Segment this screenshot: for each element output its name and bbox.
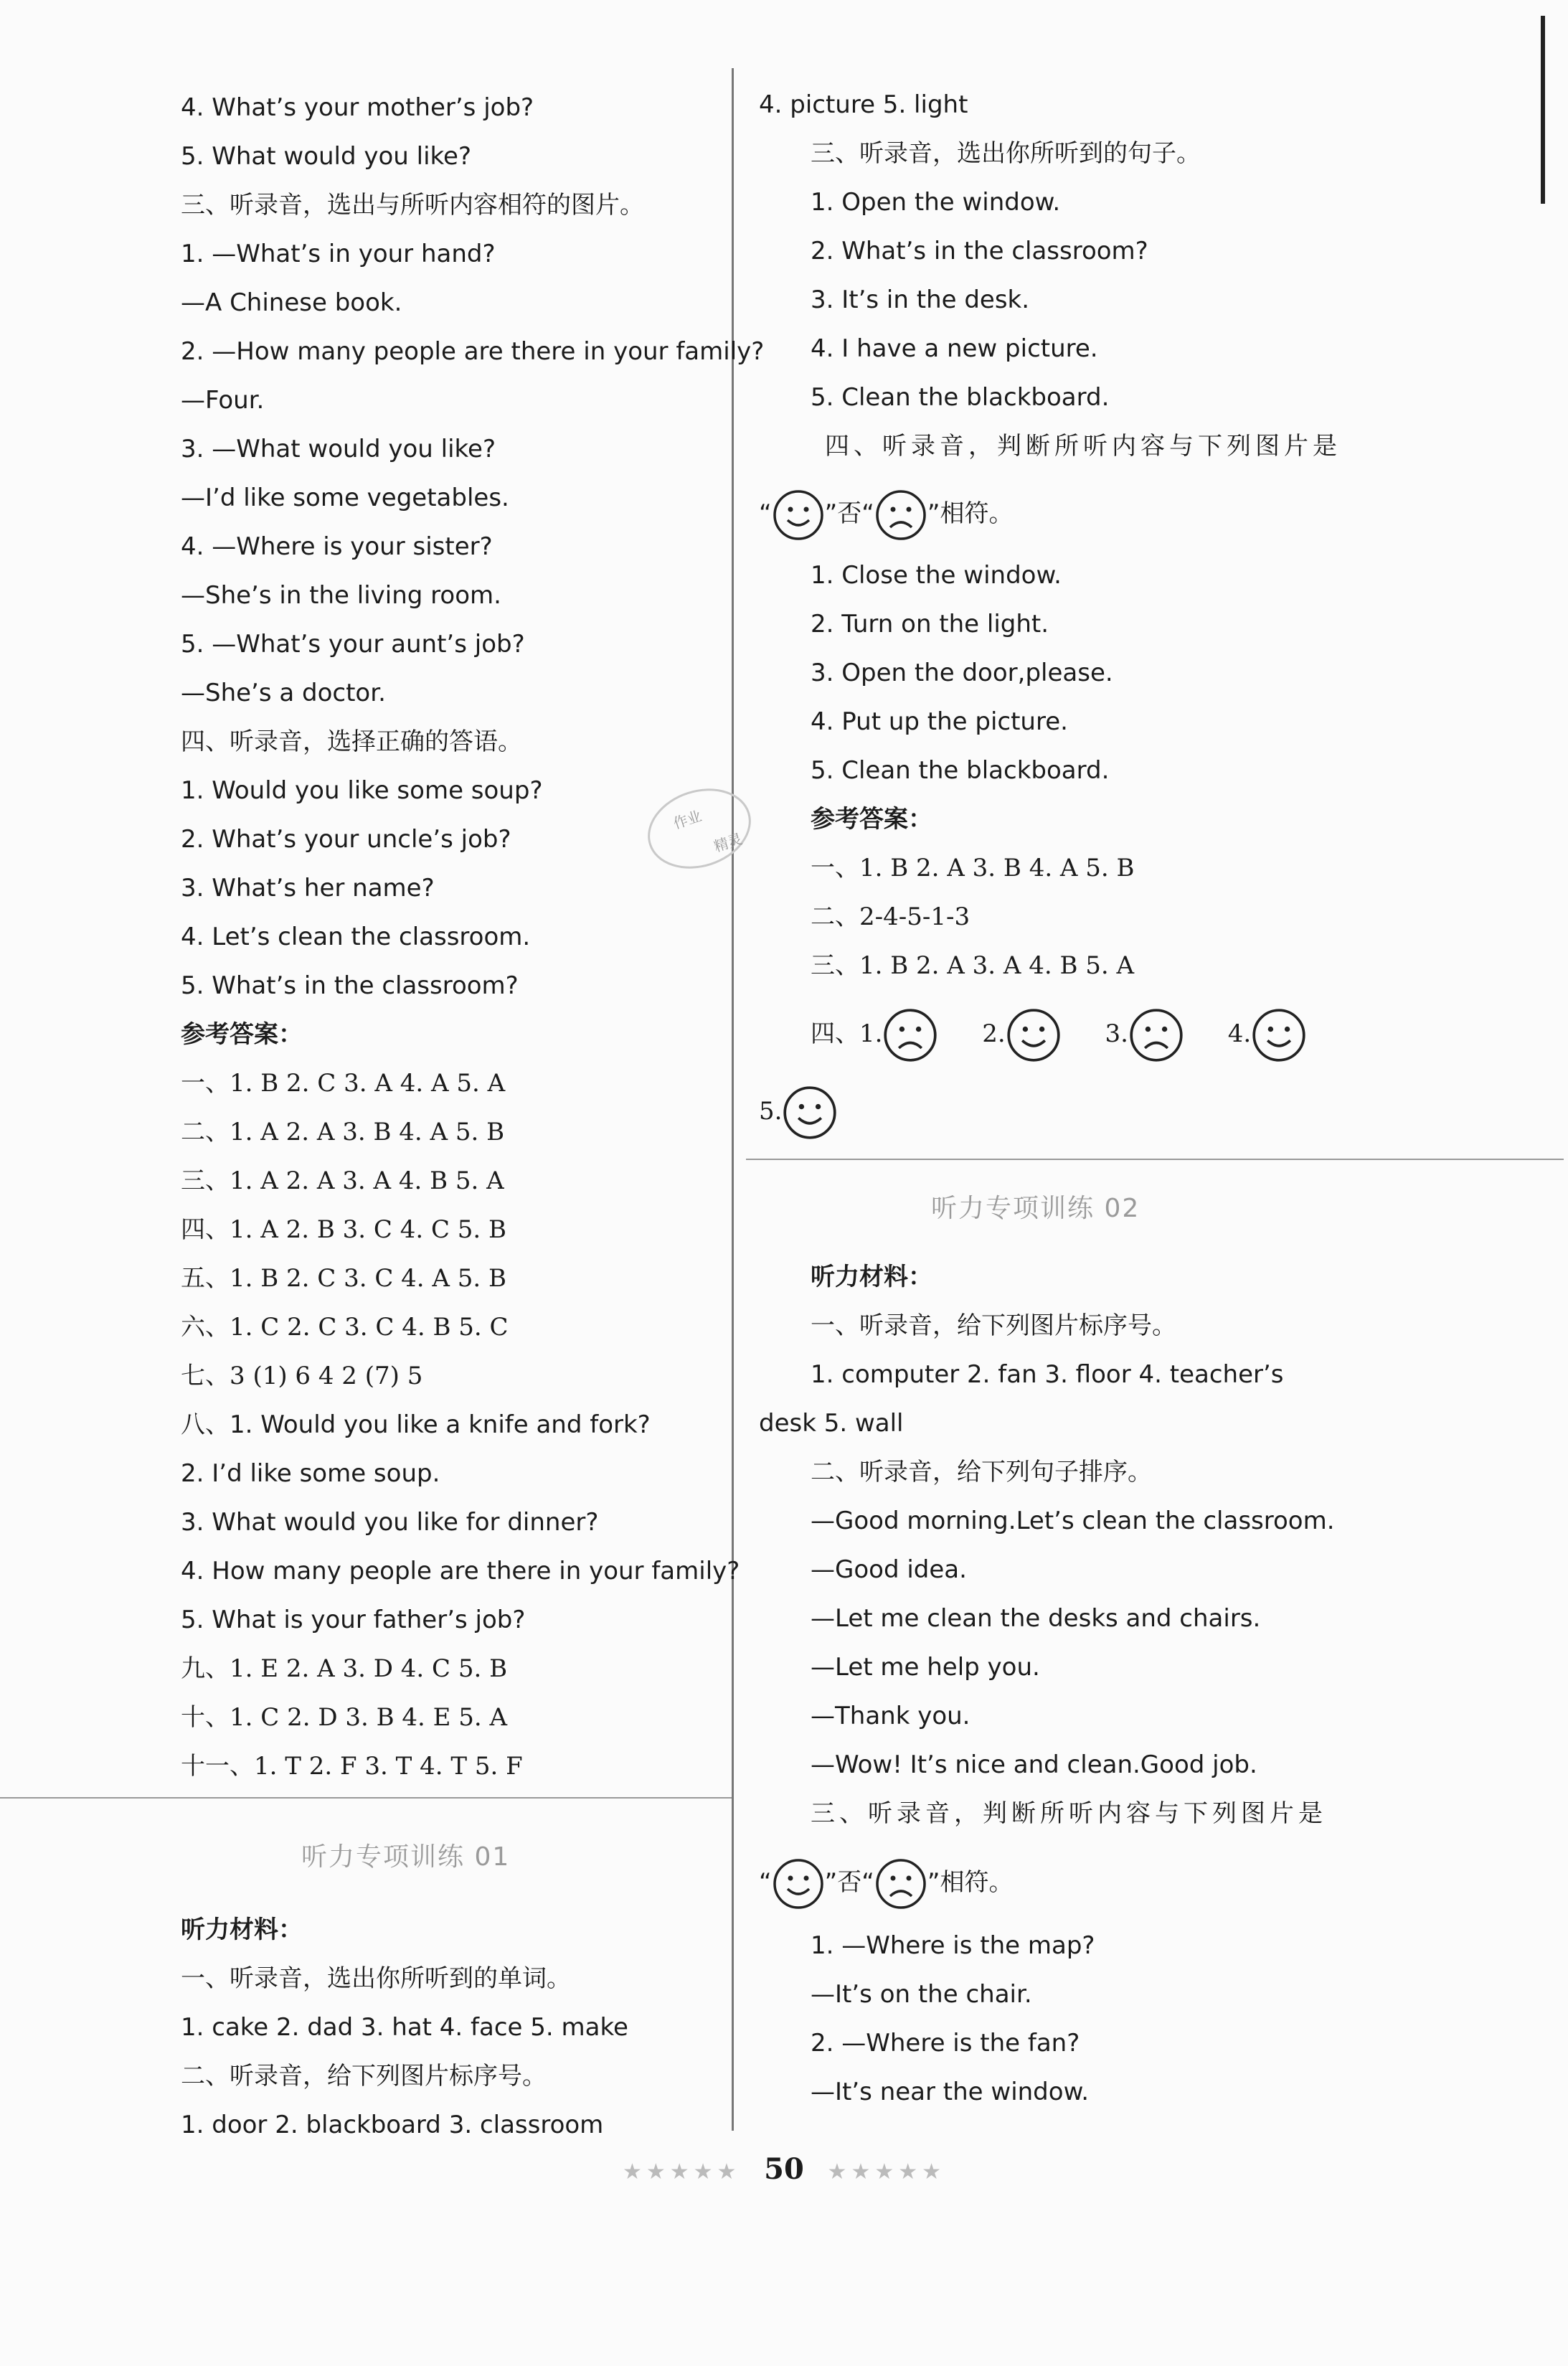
text-line: —Good morning.Let’s clean the classroom. <box>811 1507 1335 1535</box>
material-heading: 听力材料： <box>181 1915 303 1944</box>
text-line: 1. door 2. blackboard 3. classroom <box>181 2111 604 2139</box>
answer-number: 5. <box>759 1097 783 1126</box>
text-line: 5. What is your father’s job? <box>181 1606 526 1634</box>
happy-face-icon <box>1251 1007 1307 1063</box>
text-line: 4. Put up the picture. <box>811 707 1068 736</box>
homework-stamp <box>642 778 757 879</box>
answer-line: 二、1. A 2. A 3. B 4. A 5. B <box>181 1118 505 1146</box>
text-line: 1. —What’s in your hand? <box>181 240 496 268</box>
quote-close: ”相符。 <box>927 1868 1014 1897</box>
stars-left-icon: ★★★★★ <box>622 2159 741 2184</box>
text-line: desk 5. wall <box>759 1409 904 1438</box>
quote-open: “ <box>759 499 772 528</box>
quote-open: “ <box>759 1868 772 1897</box>
answers-heading: 参考答案： <box>811 805 932 834</box>
text-line: 2. I’d like some soup. <box>181 1459 440 1488</box>
text-line: 5. —What’s your aunt’s job? <box>181 630 525 659</box>
answers-heading: 参考答案： <box>181 1020 303 1049</box>
quote-middle: ”否“ <box>824 1868 874 1897</box>
text-line: 3. Open the door,please. <box>811 659 1113 687</box>
answer-number: 3. <box>1105 1019 1128 1048</box>
text-line: 3. What’s her name? <box>181 874 435 902</box>
answer-line: 六、1. C 2. C 3. C 4. B 5. C <box>181 1313 509 1342</box>
right-section-rule <box>746 1159 1564 1160</box>
face-instruction-line <box>759 485 1013 542</box>
left-section-rule <box>0 1797 732 1799</box>
text-line: 4. Let’s clean the classroom. <box>181 923 531 951</box>
sad-face-icon <box>874 489 927 542</box>
section-title-01: 听力专项训练 01 <box>301 1842 511 1872</box>
column-divider <box>732 68 734 2131</box>
answer-line: 一、1. B 2. C 3. A 4. A 5. A <box>181 1069 506 1098</box>
answer-line: 九、1. E 2. A 3. D 4. C 5. B <box>181 1654 508 1683</box>
text-line: —Wow! It’s nice and clean.Good job. <box>811 1750 1257 1779</box>
text-line: 2. —How many people are there in your family? <box>181 337 765 366</box>
answer-line: 二、2-4-5-1-3 <box>811 902 970 931</box>
text-line: 5. Clean the blackboard. <box>811 756 1110 785</box>
quote-close: ”相符。 <box>927 499 1014 528</box>
text-line: 1. Open the window. <box>811 188 1061 217</box>
text-line: —Thank you. <box>811 1702 970 1730</box>
text-line: 四、听录音，选择正确的答语。 <box>181 727 522 756</box>
text-line: —Good idea. <box>811 1555 967 1584</box>
text-line: 4. What’s your mother’s job? <box>181 93 534 122</box>
text-line: —Let me help you. <box>811 1653 1040 1682</box>
page-edge-mark <box>1541 16 1545 204</box>
answer-number: 4. <box>1227 1019 1252 1048</box>
text-line: 5. Clean the blackboard. <box>811 383 1110 412</box>
answer-line: 七、3 (1) 6 4 2 (7) 5 <box>181 1362 423 1390</box>
happy-face-icon <box>772 1857 825 1910</box>
text-line: 1. Close the window. <box>811 561 1062 590</box>
text-line: 二、听录音，给下列句子排序。 <box>811 1458 1152 1486</box>
sad-face-icon <box>882 1007 938 1063</box>
text-line: 三、听录音，判断所听内容与下列图片是 <box>811 1799 1327 1828</box>
answer-prefix: 四、1. <box>811 1019 883 1048</box>
quote-middle: ”否“ <box>824 499 874 528</box>
stamp-text-bottom: 精灵 <box>712 830 745 856</box>
text-line: —It’s on the chair. <box>811 1980 1032 2009</box>
face-answers-line <box>811 1001 1307 1066</box>
answer-line: 五、1. B 2. C 3. C 4. A 5. B <box>181 1264 507 1293</box>
text-line: 一、听录音，选出你所听到的单词。 <box>181 1964 571 1993</box>
text-line: 4. picture 5. light <box>759 90 968 119</box>
text-line: 2. What’s in the classroom? <box>811 237 1148 265</box>
happy-face-icon <box>772 489 825 542</box>
answer-line: 十一、1. T 2. F 3. T 4. T 5. F <box>181 1752 523 1781</box>
happy-face-icon <box>782 1085 838 1141</box>
face-answers-line-2 <box>759 1079 838 1144</box>
text-line: —Let me clean the desks and chairs. <box>811 1604 1261 1633</box>
text-line: 3. —What would you like? <box>181 435 496 463</box>
text-line: 八、1. Would you like a knife and fork? <box>181 1410 651 1439</box>
text-line: 3. What would you like for dinner? <box>181 1508 599 1537</box>
text-line: 2. What’s your uncle’s job? <box>181 825 511 854</box>
text-line: —Four. <box>181 386 265 415</box>
text-line: 4. I have a new picture. <box>811 334 1098 363</box>
happy-face-icon <box>1006 1007 1062 1063</box>
sad-face-icon <box>1128 1007 1184 1063</box>
text-line: 4. How many people are there in your family? <box>181 1557 740 1585</box>
answer-line: 三、1. A 2. A 3. A 4. B 5. A <box>181 1166 504 1195</box>
text-line: 5. What would you like? <box>181 142 471 171</box>
answer-line: 三、1. B 2. A 3. A 4. B 5. A <box>811 951 1135 980</box>
answer-number: 2. <box>982 1019 1006 1048</box>
text-line: 4. —Where is your sister? <box>181 532 493 561</box>
stars-right-icon: ★★★★★ <box>827 2159 946 2184</box>
section-title-02: 听力专项训练 02 <box>931 1194 1140 1223</box>
text-line: 一、听录音，给下列图片标序号。 <box>811 1311 1176 1340</box>
text-line: 3. It’s in the desk. <box>811 286 1030 314</box>
text-line: —She’s a doctor. <box>181 679 386 707</box>
text-line: 5. What’s in the classroom? <box>181 971 519 1000</box>
text-line: 1. Would you like some soup? <box>181 776 543 805</box>
text-line: 2. Turn on the light. <box>811 610 1049 638</box>
text-line: 二、听录音，给下列图片标序号。 <box>181 2062 547 2091</box>
text-line: —A Chinese book. <box>181 288 402 317</box>
answer-line: 四、1. A 2. B 3. C 4. C 5. B <box>181 1215 507 1244</box>
text-line: —She’s in the living room. <box>181 581 501 610</box>
text-line: —It’s near the window. <box>811 2078 1090 2106</box>
answer-line: 一、1. B 2. A 3. B 4. A 5. B <box>811 854 1135 882</box>
page-number: 50 <box>764 2152 804 2186</box>
answer-line: 十、1. C 2. D 3. B 4. E 5. A <box>181 1703 508 1732</box>
sad-face-icon <box>874 1857 927 1910</box>
text-line: 三、听录音，选出与所听内容相符的图片。 <box>181 191 644 220</box>
stamp-text-top: 作业 <box>671 806 704 833</box>
text-line: 1. —Where is the map? <box>811 1931 1095 1960</box>
text-line: 三、听录音，选出你所听到的句子。 <box>811 139 1201 168</box>
material-heading: 听力材料： <box>811 1263 932 1291</box>
text-line: 1. cake 2. dad 3. hat 4. face 5. make <box>181 2013 628 2042</box>
text-line: 1. computer 2. fan 3. floor 4. teacher’s <box>811 1360 1284 1389</box>
text-line: —I’d like some vegetables. <box>181 484 509 512</box>
text-line: 2. —Where is the fan? <box>811 2029 1080 2058</box>
face-instruction-line <box>759 1854 1013 1911</box>
text-line: 四、听录音，判断所听内容与下列图片是 <box>825 432 1341 461</box>
page-footer <box>0 2152 1568 2186</box>
